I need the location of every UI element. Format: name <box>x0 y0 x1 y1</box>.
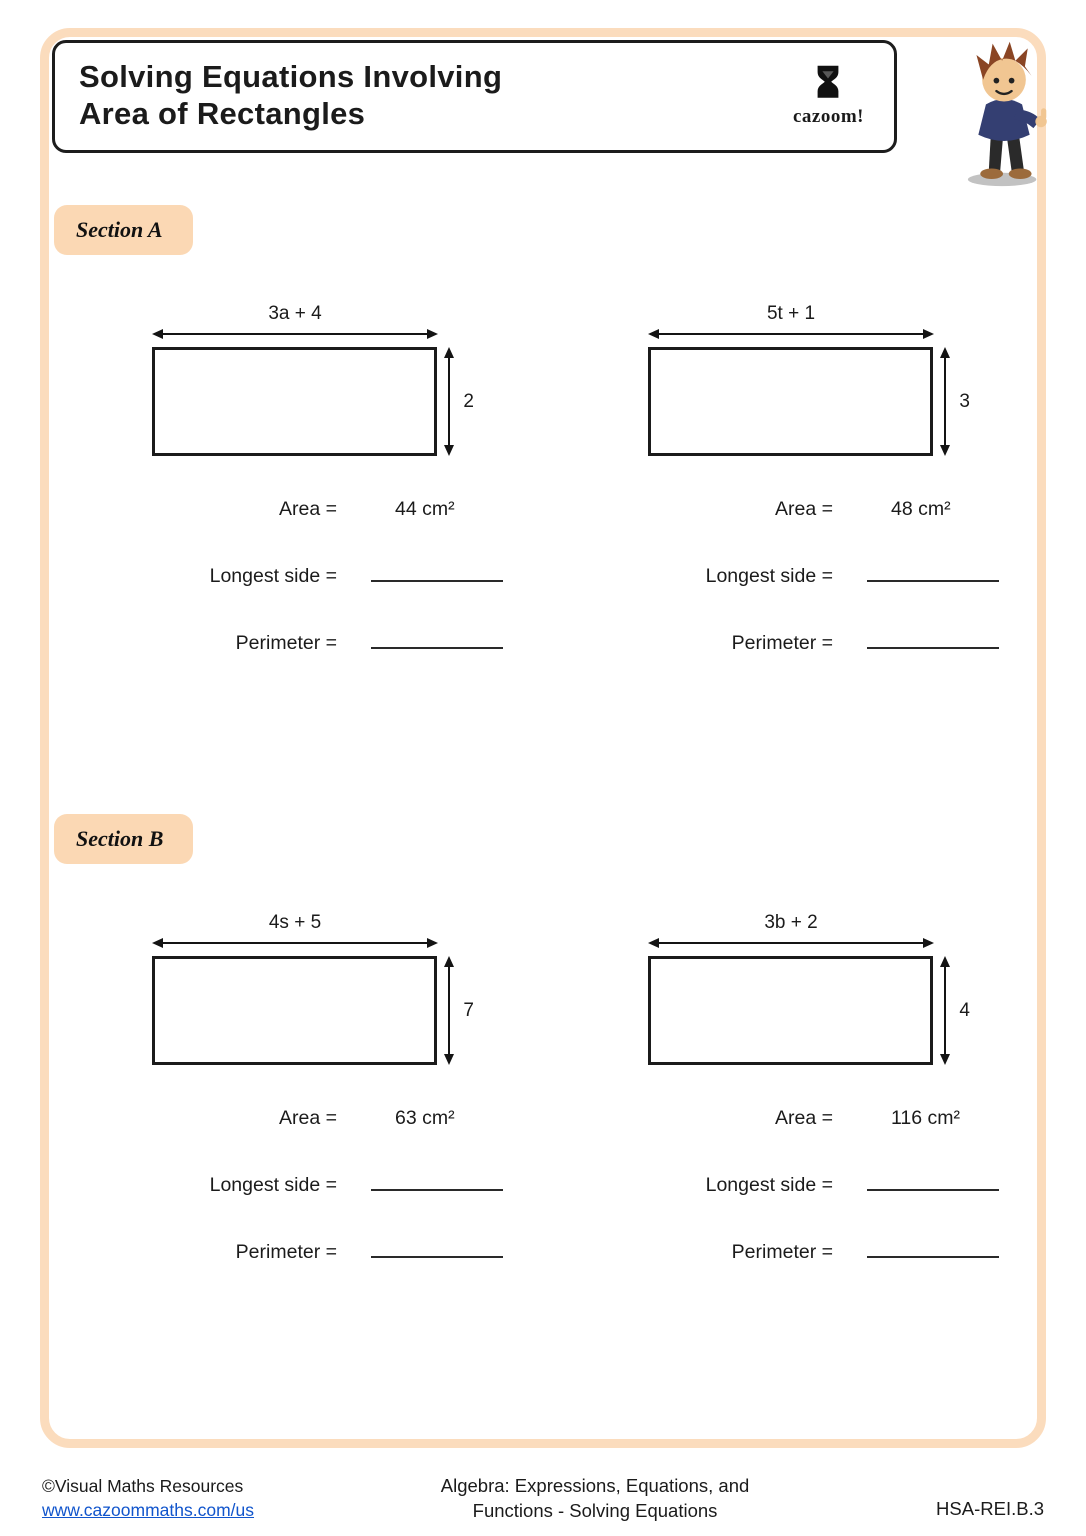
arrowhead-down-icon <box>940 1054 950 1065</box>
arrowhead-left-icon <box>648 329 659 339</box>
arrowhead-left-icon <box>152 329 163 339</box>
section-a-label: Section A <box>54 205 193 255</box>
area-value: 116 cm² <box>891 1107 960 1130</box>
answer-blank[interactable] <box>867 562 999 582</box>
arrowhead-up-icon <box>444 347 454 358</box>
arrowhead-left-icon <box>152 938 163 948</box>
rectangle-diagram <box>648 303 970 456</box>
footer-topic-line-2: Functions - Solving Equations <box>472 1500 718 1522</box>
area-value: 44 cm² <box>395 498 455 521</box>
answer-blank[interactable] <box>371 1171 503 1191</box>
problem-a1 <box>152 303 520 696</box>
height-arrow <box>444 347 454 456</box>
area-label: Area = <box>775 1107 833 1130</box>
area-label: Area = <box>775 498 833 521</box>
cazoom-logo-text: cazoom! <box>792 105 864 127</box>
height-arrow <box>940 347 950 456</box>
answer-blank[interactable] <box>867 629 999 649</box>
area-value: 63 cm² <box>395 1107 455 1130</box>
width-label: 3b + 2 <box>764 912 818 934</box>
hourglass-icon <box>812 64 844 106</box>
arrowhead-down-icon <box>444 1054 454 1065</box>
answer-blank[interactable] <box>371 562 503 582</box>
arrowhead-right-icon <box>923 329 934 339</box>
perimeter-label: Perimeter = <box>235 1241 337 1264</box>
height-arrow <box>444 956 454 1065</box>
area-label: Area = <box>279 1107 337 1130</box>
rectangle-diagram <box>152 912 474 1065</box>
page-title <box>79 59 793 132</box>
section-a-problems <box>52 303 1034 696</box>
area-label: Area = <box>279 498 337 521</box>
problem-b2 <box>648 912 1016 1305</box>
answer-blank[interactable] <box>371 629 503 649</box>
footer <box>42 1474 1044 1524</box>
area-value: 48 cm² <box>891 498 951 521</box>
arrowhead-up-icon <box>940 956 950 967</box>
problem-a2 <box>648 303 1016 696</box>
longest-side-label: Longest side = <box>209 1174 337 1197</box>
arrowhead-left-icon <box>648 938 659 948</box>
cazoom-logo <box>793 64 864 128</box>
height-label: 2 <box>463 390 474 412</box>
copyright-text: ©Visual Maths Resources <box>42 1476 244 1497</box>
arrowhead-down-icon <box>444 445 454 456</box>
rectangle-diagram <box>648 912 970 1065</box>
height-arrow <box>940 956 950 1065</box>
title-line-2: Area of Rectangles <box>79 95 366 131</box>
arrowhead-down-icon <box>940 445 950 456</box>
rectangle-shape <box>648 956 933 1065</box>
longest-side-label: Longest side = <box>705 565 833 588</box>
rectangle-shape <box>152 956 437 1065</box>
arrowhead-right-icon <box>923 938 934 948</box>
longest-side-label: Longest side = <box>209 565 337 588</box>
footer-topic <box>441 1474 750 1524</box>
header <box>52 40 1034 153</box>
answer-blank[interactable] <box>371 1238 503 1258</box>
width-arrow <box>152 938 438 948</box>
answer-blank[interactable] <box>867 1238 999 1258</box>
height-label: 7 <box>463 999 474 1021</box>
worksheet-page <box>52 40 1034 1305</box>
website-link[interactable]: www.cazoommaths.com/us <box>42 1500 255 1521</box>
footer-topic-line-1: Algebra: Expressions, Equations, and <box>440 1475 750 1497</box>
height-label: 3 <box>959 390 970 412</box>
width-arrow <box>648 938 934 948</box>
arrowhead-up-icon <box>940 347 950 358</box>
arrowhead-right-icon <box>427 329 438 339</box>
width-arrow <box>648 329 934 339</box>
arrowhead-right-icon <box>427 938 438 948</box>
arrowhead-up-icon <box>444 956 454 967</box>
mascot-illustration <box>956 36 1052 188</box>
standard-code: HSA-REI.B.3 <box>936 1498 1044 1519</box>
perimeter-label: Perimeter = <box>731 632 833 655</box>
answer-blank[interactable] <box>867 1171 999 1191</box>
title-line-1: Solving Equations Involving <box>79 59 503 94</box>
width-label: 4s + 5 <box>268 912 322 934</box>
perimeter-label: Perimeter = <box>235 632 337 655</box>
rectangle-shape <box>648 347 933 456</box>
section-b-label: Section B <box>54 814 193 864</box>
height-label: 4 <box>959 999 970 1021</box>
rectangle-diagram <box>152 303 474 456</box>
rectangle-shape <box>152 347 437 456</box>
perimeter-label: Perimeter = <box>731 1241 833 1264</box>
longest-side-label: Longest side = <box>705 1174 833 1197</box>
width-label: 3a + 4 <box>268 303 322 325</box>
width-arrow <box>152 329 438 339</box>
problem-b1 <box>152 912 520 1305</box>
title-box <box>52 40 897 153</box>
section-b-problems <box>52 912 1034 1305</box>
width-label: 5t + 1 <box>766 303 816 325</box>
